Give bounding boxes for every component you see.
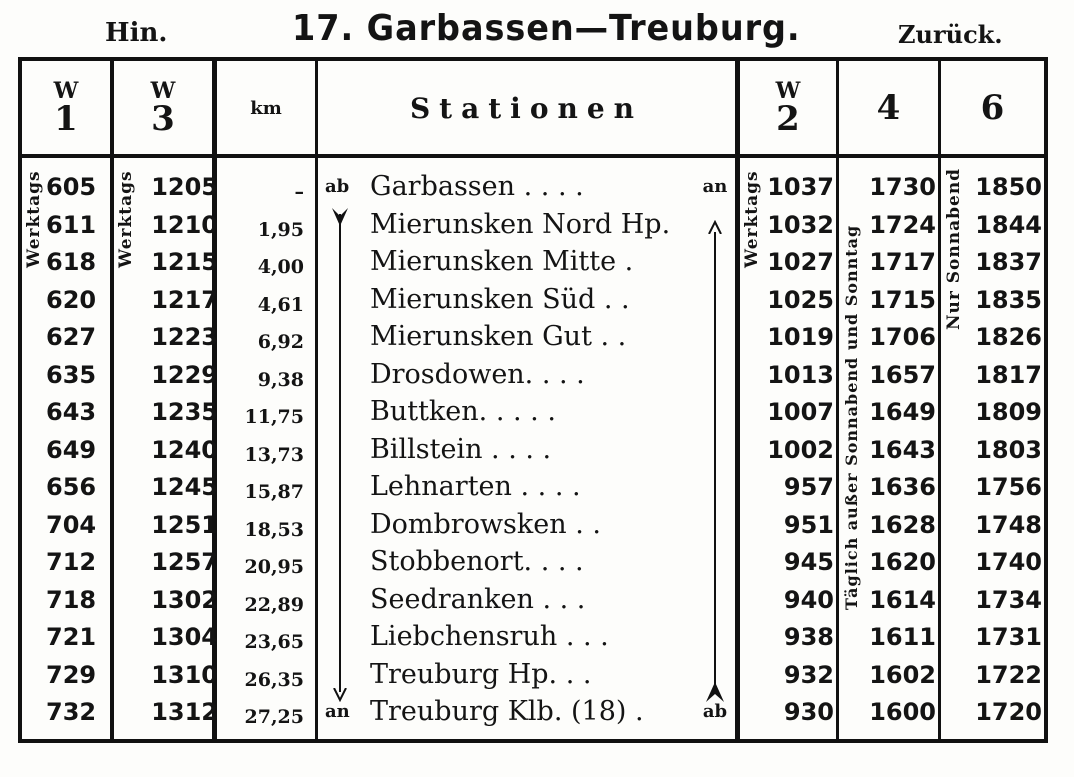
time-train-6: 1740 bbox=[975, 548, 1042, 576]
table-row bbox=[0, 658, 1074, 692]
time-train-1: 656 bbox=[46, 473, 97, 501]
time-train-6: 1748 bbox=[975, 510, 1042, 539]
time-train-4: 1600 bbox=[869, 698, 936, 726]
time-train-6: 1826 bbox=[975, 323, 1042, 351]
table-row bbox=[0, 358, 1074, 392]
time-train-3: 1302 bbox=[151, 585, 218, 614]
station-name: Treuburg Hp. . . bbox=[370, 658, 592, 690]
time-train-3: 1217 bbox=[151, 285, 218, 314]
time-train-1: 721 bbox=[46, 623, 97, 651]
time-train-6: 1734 bbox=[975, 585, 1042, 614]
distance-km: 11,75 bbox=[244, 406, 304, 428]
station-name: Treuburg Klb. (18) . bbox=[370, 696, 644, 727]
time-train-6: 1731 bbox=[975, 623, 1042, 651]
time-train-6: 1809 bbox=[975, 398, 1042, 426]
time-train-4: 1614 bbox=[869, 585, 936, 614]
table-row bbox=[0, 695, 1074, 729]
route-title: 17. Garbassen—Treuburg. bbox=[292, 8, 801, 49]
time-train-4: 1724 bbox=[869, 210, 936, 239]
header-train-6: 6 bbox=[980, 88, 1005, 128]
time-train-4: 1706 bbox=[869, 323, 936, 351]
table-row bbox=[0, 620, 1074, 654]
station-name: Billstein . . . . bbox=[370, 433, 552, 465]
table-row bbox=[0, 283, 1074, 317]
time-train-2: 940 bbox=[783, 585, 834, 614]
time-train-2: 945 bbox=[783, 548, 834, 576]
time-train-3: 1304 bbox=[151, 623, 218, 651]
time-train-6: 1720 bbox=[975, 698, 1042, 726]
arrival-departure-mark: an bbox=[702, 176, 728, 197]
time-train-3: 1310 bbox=[151, 660, 218, 689]
time-train-1: 618 bbox=[46, 248, 97, 276]
time-train-3: 1257 bbox=[151, 548, 218, 576]
departure-arrival-mark: ab bbox=[325, 176, 350, 197]
time-train-2: 1027 bbox=[767, 248, 834, 276]
station-name: Seedranken . . . bbox=[370, 583, 586, 615]
station-name: Lehnarten . . . . bbox=[370, 471, 581, 502]
table-row bbox=[0, 545, 1074, 579]
time-train-3: 1240 bbox=[151, 435, 218, 464]
header-divider bbox=[18, 154, 1048, 158]
time-train-6: 1835 bbox=[975, 285, 1042, 314]
distance-km: 4,61 bbox=[257, 293, 304, 316]
time-train-3: 1223 bbox=[151, 323, 218, 351]
time-train-6: 1817 bbox=[975, 360, 1042, 389]
distance-km: 1,95 bbox=[257, 218, 304, 241]
station-name: Stobbenort. . . . bbox=[370, 546, 584, 577]
time-train-2: 932 bbox=[783, 660, 834, 689]
station-name: Liebchensruh . . . bbox=[370, 621, 609, 652]
header-train-1: W 1 bbox=[53, 78, 79, 139]
time-train-1: 649 bbox=[46, 435, 97, 464]
distance-km: 26,35 bbox=[244, 668, 304, 691]
time-train-1: 643 bbox=[46, 398, 97, 426]
distance-km: 4,00 bbox=[257, 256, 304, 278]
time-train-1: 704 bbox=[46, 510, 97, 539]
time-train-3: 1229 bbox=[151, 360, 218, 389]
direction-outbound-label: Hin. bbox=[105, 18, 168, 48]
time-train-3: 1245 bbox=[151, 473, 218, 501]
time-train-6: 1756 bbox=[975, 473, 1042, 501]
time-train-2: 930 bbox=[783, 698, 834, 726]
time-train-1: 611 bbox=[46, 210, 97, 239]
table-row bbox=[0, 245, 1074, 279]
time-train-3: 1235 bbox=[151, 398, 218, 426]
station-name: Dombrowsken . . bbox=[370, 508, 601, 540]
distance-km: 9,38 bbox=[257, 368, 304, 391]
distance-km: 27,25 bbox=[244, 706, 304, 728]
time-train-2: 1019 bbox=[767, 323, 834, 351]
time-train-2: 1032 bbox=[767, 210, 834, 239]
time-train-1: 635 bbox=[46, 360, 97, 389]
time-train-1: 605 bbox=[46, 173, 97, 201]
time-train-6: 1844 bbox=[975, 210, 1042, 239]
time-train-4: 1715 bbox=[869, 285, 936, 314]
time-train-4: 1643 bbox=[869, 435, 936, 464]
time-train-4: 1636 bbox=[869, 473, 936, 501]
time-train-2: 1013 bbox=[767, 360, 834, 389]
time-train-1: 729 bbox=[46, 660, 97, 689]
station-name: Buttken. . . . . bbox=[370, 396, 556, 427]
table-row bbox=[0, 433, 1074, 467]
distance-km: 22,89 bbox=[244, 593, 304, 616]
header-train-3: W 3 bbox=[150, 78, 176, 139]
time-train-4: 1657 bbox=[869, 360, 936, 389]
station-name: Mierunsken Mitte . bbox=[370, 246, 634, 277]
table-row bbox=[0, 583, 1074, 617]
time-train-2: 951 bbox=[783, 510, 834, 539]
time-train-2: 1007 bbox=[767, 398, 834, 426]
direction-return-label: Zurück. bbox=[898, 20, 1003, 49]
time-train-4: 1628 bbox=[869, 510, 936, 539]
time-train-1: 627 bbox=[46, 323, 97, 351]
time-train-3: 1251 bbox=[151, 510, 218, 539]
time-train-4: 1730 bbox=[869, 173, 936, 201]
station-name: Mierunsken Nord Hp. bbox=[370, 208, 671, 240]
table-row bbox=[0, 470, 1074, 504]
time-train-3: 1215 bbox=[151, 248, 218, 276]
distance-km: 20,95 bbox=[244, 556, 304, 578]
table-row bbox=[0, 508, 1074, 542]
time-train-4: 1611 bbox=[869, 623, 936, 651]
distance-km: 6,92 bbox=[257, 331, 304, 353]
note-werktags-train-2: Werktags bbox=[742, 170, 762, 268]
time-train-6: 1837 bbox=[975, 248, 1042, 276]
header-train-2: W 2 bbox=[775, 78, 801, 139]
time-train-6: 1722 bbox=[975, 660, 1042, 689]
time-train-4: 1649 bbox=[869, 398, 936, 426]
time-train-4: 1602 bbox=[869, 660, 936, 689]
station-name: Drosdowen. . . . bbox=[370, 358, 585, 390]
time-train-3: 1312 bbox=[151, 698, 218, 726]
time-train-2: 1025 bbox=[767, 285, 834, 314]
time-train-2: 1037 bbox=[767, 173, 834, 201]
station-name: Mierunsken Gut . . bbox=[370, 321, 627, 352]
note-train-4: Täglich außer Sonnabend und Sonntag bbox=[842, 224, 861, 610]
station-name: Garbassen . . . . bbox=[370, 171, 584, 202]
time-train-6: 1850 bbox=[975, 173, 1042, 201]
time-train-1: 712 bbox=[46, 548, 97, 576]
arrival-departure-mark: ab bbox=[702, 701, 728, 722]
time-train-4: 1717 bbox=[869, 248, 936, 276]
distance-km: 23,65 bbox=[244, 631, 304, 653]
time-train-6: 1803 bbox=[975, 435, 1042, 464]
header-km: km bbox=[250, 97, 282, 119]
note-werktags-train-1: Werktags bbox=[24, 170, 44, 268]
time-train-4: 1620 bbox=[869, 548, 936, 576]
time-train-3: 1205 bbox=[151, 173, 218, 201]
time-train-2: 957 bbox=[783, 473, 834, 501]
header-train-4: 4 bbox=[876, 88, 901, 128]
time-train-2: 938 bbox=[783, 623, 834, 651]
distance-km: 18,53 bbox=[244, 518, 304, 541]
table-row bbox=[0, 395, 1074, 429]
time-train-1: 620 bbox=[46, 285, 97, 314]
distance-km: 15,87 bbox=[244, 481, 304, 503]
table-row bbox=[0, 320, 1074, 354]
time-train-3: 1210 bbox=[151, 210, 218, 239]
time-train-1: 718 bbox=[46, 585, 97, 614]
note-train-6: Nur Sonnabend bbox=[944, 167, 964, 330]
time-train-1: 732 bbox=[46, 698, 97, 726]
note-werktags-train-3: Werktags bbox=[116, 170, 136, 268]
header-stations: Stationen bbox=[409, 91, 644, 125]
distance-km: 13,73 bbox=[244, 443, 304, 466]
table-row bbox=[0, 170, 1074, 204]
station-name: Mierunsken Süd . . bbox=[370, 283, 630, 315]
table-row bbox=[0, 208, 1074, 242]
time-train-2: 1002 bbox=[767, 435, 834, 464]
departure-arrival-mark: an bbox=[325, 701, 350, 722]
distance-km: – bbox=[294, 181, 304, 203]
